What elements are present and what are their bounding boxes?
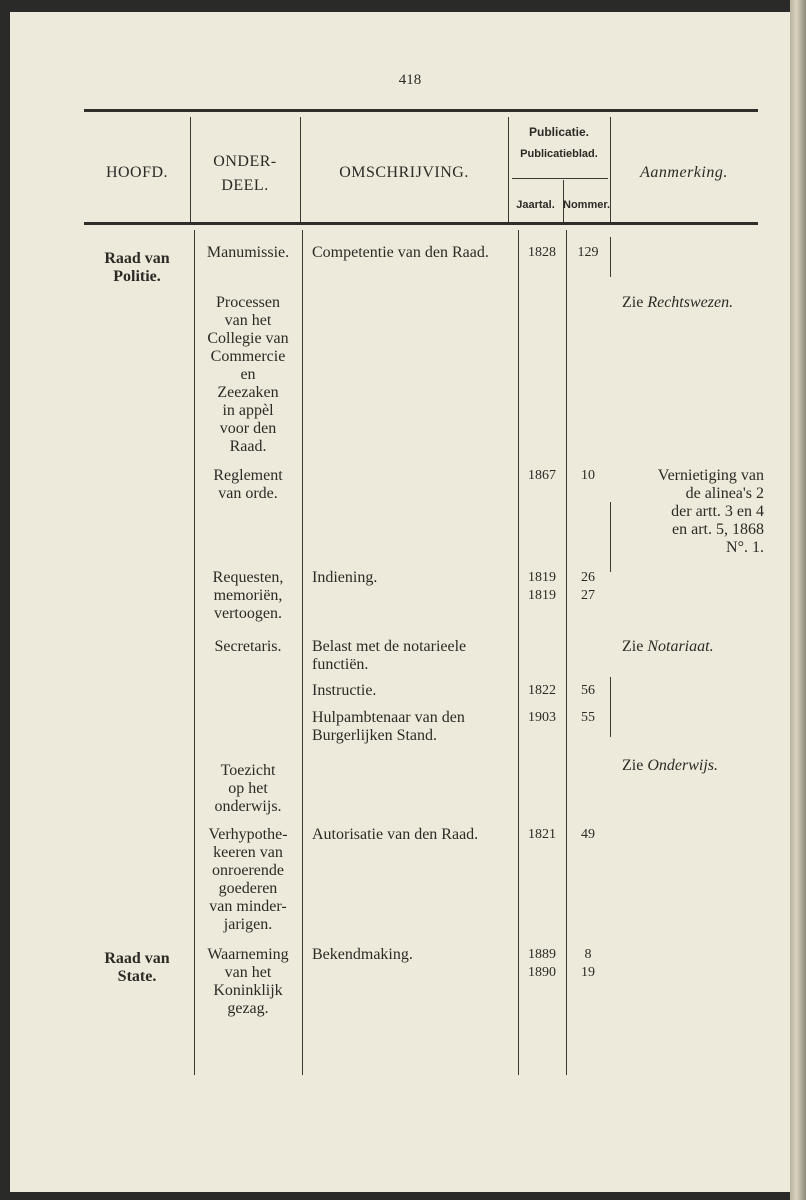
onderdeel-reglement: Reglement van orde. <box>213 467 283 502</box>
column-line <box>610 237 611 277</box>
jaartal-waarneming: 1889 1890 <box>528 947 556 980</box>
header-publicatie: Publicatie. <box>528 125 590 139</box>
onderdeel-waarneming: Waarneming van het Koninklijk gezag. <box>207 946 289 1017</box>
aanmerking-zie: Zie <box>622 757 644 774</box>
jaartal-secretaris-hulpambtenaar: 1903 <box>528 710 556 725</box>
page-number: 418 <box>398 72 422 88</box>
nommer-requesten: 26 27 <box>581 570 595 603</box>
header-nommer: Nommer. <box>563 199 611 211</box>
aanmerking-zie: Zie <box>622 638 644 655</box>
nommer-reglement: 10 <box>581 468 595 483</box>
jaartal-secretaris-instructie: 1822 <box>528 683 556 698</box>
document-page <box>10 12 790 1192</box>
aanmerking-secretaris <box>622 638 762 656</box>
jaartal-verhypotheekeeren: 1821 <box>528 827 556 842</box>
nommer-secretaris-instructie: 56 <box>581 683 595 698</box>
aanmerking-reglement: Vernietiging van de alinea's 2 der artt. 3 en 4 en art. 5, 1868 N°. 1. <box>657 467 764 556</box>
onderdeel-manumissie: Manumissie. <box>206 244 290 261</box>
onderdeel-secretaris: Secretaris. <box>214 638 282 655</box>
publicatie-underline <box>512 178 608 179</box>
nommer-verhypotheekeeren: 49 <box>581 827 595 842</box>
omschrijving-secretaris-instructie: Instructie. <box>312 682 377 699</box>
jaartal-requesten: 1819 1819 <box>528 570 556 603</box>
column-line <box>302 230 303 1075</box>
omschrijving-verhypotheekeeren: Autorisatie van den Raad. <box>312 826 479 843</box>
jaartal-manumissie: 1828 <box>528 245 556 260</box>
omschrijving-requesten: Indiening. <box>312 569 378 586</box>
aanmerking-ref-rechtswezen: Rechtswezen. <box>647 294 734 311</box>
header-hoofd: HOOFD. <box>105 164 169 181</box>
column-line <box>610 502 611 572</box>
top-rule <box>84 109 758 112</box>
omschrijving-manumissie: Competentie van den Raad. <box>312 244 489 261</box>
header-publicatieblad: Publicatieblad. <box>520 148 598 160</box>
omschrijving-waarneming: Bekendmaking. <box>312 946 413 963</box>
aanmerking-zie: Zie <box>622 294 644 311</box>
column-line <box>610 677 611 737</box>
book-spine-edge <box>790 0 806 1200</box>
onderdeel-verhypotheekeeren: Verhypothe- keeren van onroerende goederen van minder- jarigen. <box>208 826 288 933</box>
header-onderdeel: ONDER- DEEL. <box>213 153 277 194</box>
header-jaartal: Jaartal. <box>516 199 555 211</box>
omschrijving-secretaris-hulpambtenaar: Hulpambtenaar van den Burgerlijken Stand. <box>312 709 465 744</box>
aanmerking-processen <box>622 294 762 312</box>
aanmerking-toezicht <box>622 757 762 775</box>
aanmerking-ref-notariaat: Notariaat. <box>647 638 714 655</box>
nommer-secretaris-hulpambtenaar: 55 <box>581 710 595 725</box>
nommer-manumissie: 129 <box>577 245 599 260</box>
hoofd-raad-van-politie: Raad van Politie. <box>104 250 170 285</box>
header-omschrijving: OMSCHRIJVING. <box>339 164 469 181</box>
aanmerking-ref-onderwijs: Onderwijs. <box>647 757 718 774</box>
jaartal-reglement: 1867 <box>528 468 556 483</box>
onderdeel-toezicht: Toezicht op het onderwijs. <box>214 762 282 815</box>
onderdeel-requesten: Requesten, memoriën, vertoogen. <box>212 569 284 622</box>
hoofd-raad-van-state: Raad van State. <box>104 950 170 985</box>
header-aanmerking: Aanmerking. <box>640 164 728 181</box>
onderdeel-processen: Processen van het Collegie van Commercie en Zeezaken in appèl voor den Raad. <box>207 294 289 455</box>
omschrijving-secretaris-notarieel: Belast met de notarieele functiën. <box>312 638 467 673</box>
header-rule <box>84 222 758 225</box>
nommer-waarneming: 8 19 <box>581 947 595 980</box>
